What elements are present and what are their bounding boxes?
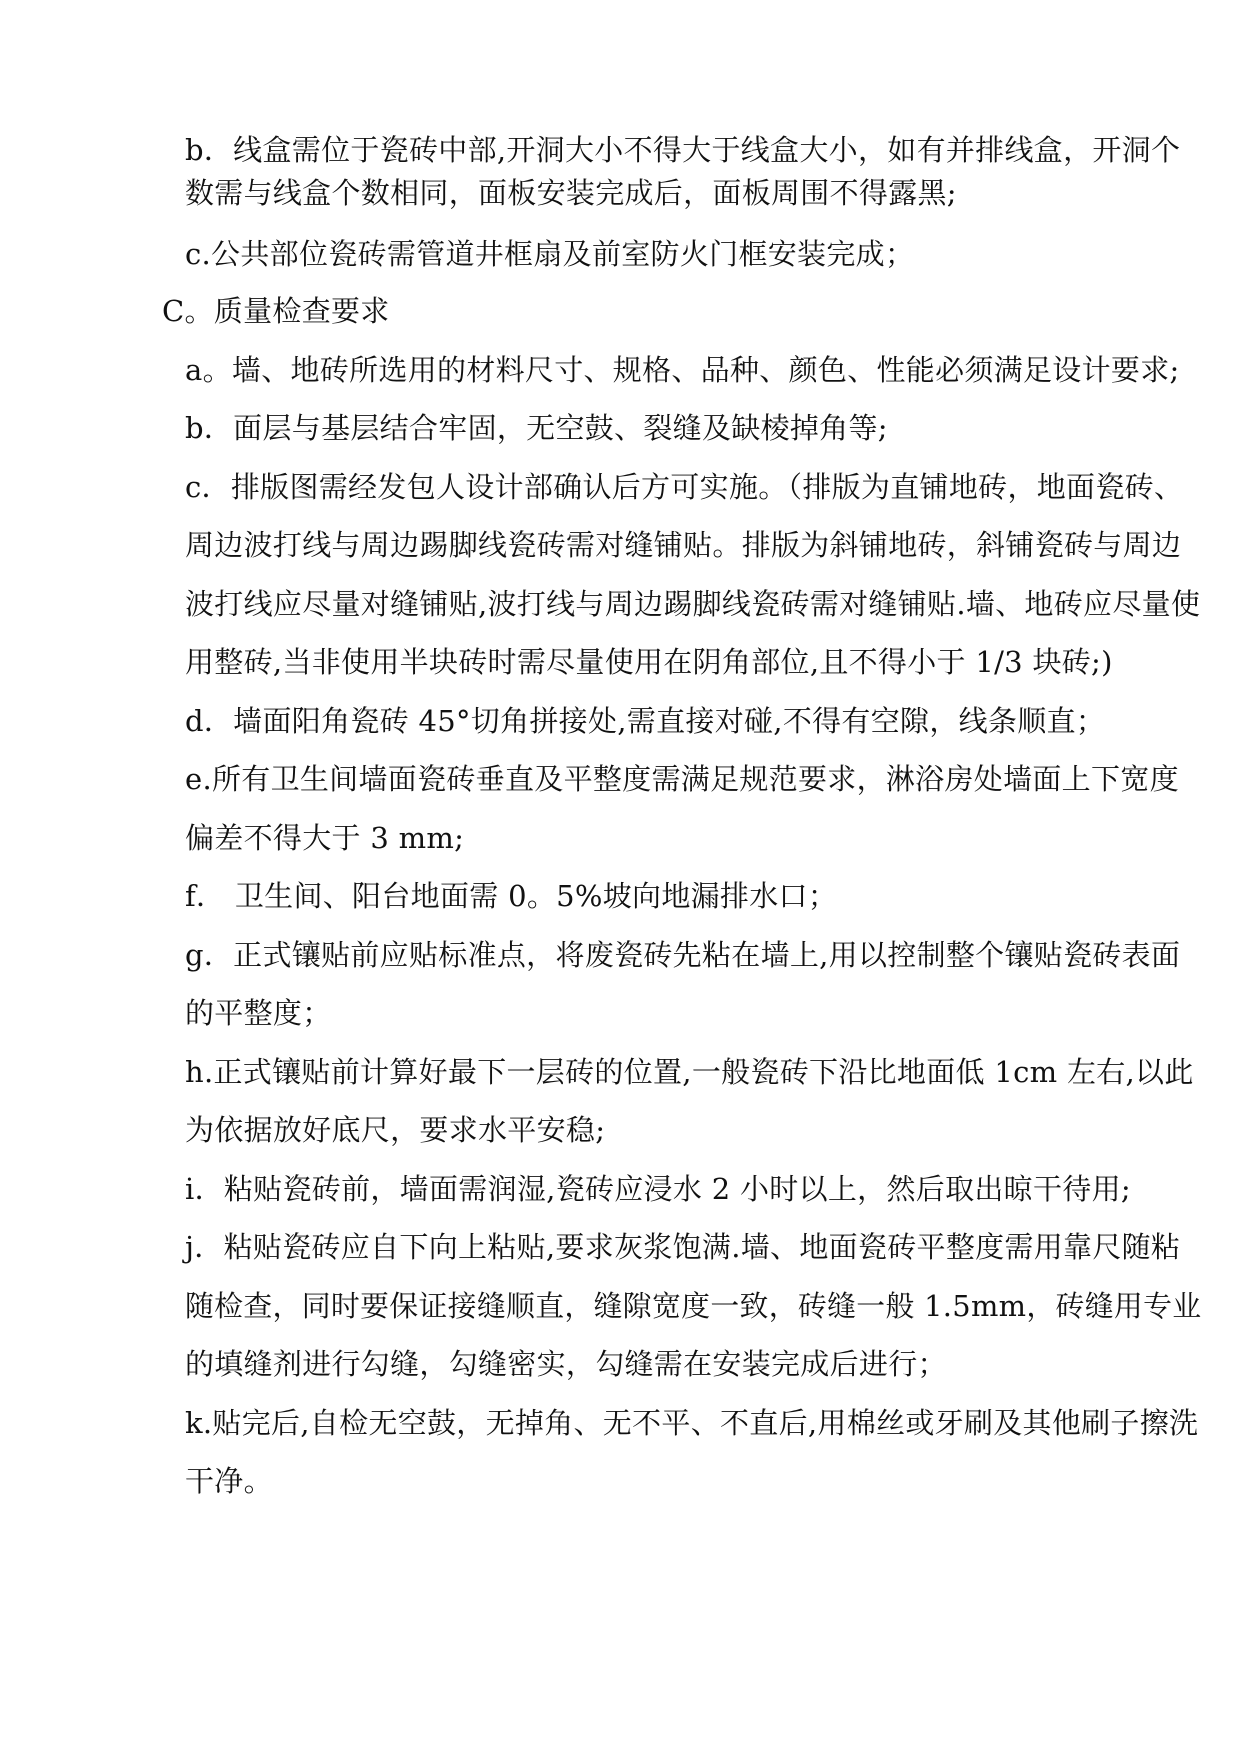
text-line: k.贴完后,自检无空鼓，无掉角、无不平、不直后,用棉丝或牙刷及其他刷子擦洗	[185, 1406, 1199, 1440]
text-line: j．粘贴瓷砖应自下向上粘贴,要求灰浆饱满.墙、地面瓷砖平整度需用靠尺随粘	[185, 1230, 1181, 1264]
text-line: b．面层与基层结合牢固，无空鼓、裂缝及缺棱掉角等;	[185, 411, 888, 445]
text-line: 波打线应尽量对缝铺贴,波打线与周边踢脚线瓷砖需对缝铺贴.墙、地砖应尽量使	[185, 587, 1201, 621]
text-line: f． 卫生间、阳台地面需 0。5%坡向地漏排水口；	[185, 879, 838, 913]
text-line: h.正式镶贴前计算好最下一层砖的位置,一般瓷砖下沿比地面低 1cm 左右,以此	[185, 1055, 1194, 1089]
text-line: 周边波打线与周边踢脚线瓷砖需对缝铺贴。排版为斜铺地砖，斜铺瓷砖与周边	[185, 528, 1182, 562]
text-line: 用整砖,当非使用半块砖时需尽量使用在阴角部位,且不得小于 1/3 块砖;)	[185, 645, 1113, 679]
text-line: d．墙面阳角瓷砖 45°切角拼接处,需直接对碰,不得有空隙，线条顺直；	[185, 704, 1106, 738]
text-line: 随检查，同时要保证接缝顺直，缝隙宽度一致，砖缝一般 1.5mm，砖缝用专业	[185, 1289, 1202, 1323]
text-line: 的填缝剂进行勾缝，勾缝密实，勾缝需在安装完成后进行；	[185, 1347, 947, 1381]
text-line: 为依据放好底尺，要求水平安稳;	[185, 1113, 606, 1147]
text-line: c．排版图需经发包人设计部确认后方可实施。（排版为直铺地砖，地面瓷砖、	[185, 470, 1184, 504]
text-line: 的平整度；	[185, 996, 332, 1030]
text-line: a。墙、地砖所选用的材料尺寸、规格、品种、颜色、性能必须满足设计要求;	[185, 353, 1180, 387]
text-line: b．线盒需位于瓷砖中部,开洞大小不得大于线盒大小，如有并排线盒，开洞个	[185, 133, 1181, 167]
text-line: c.公共部位瓷砖需管道井框扇及前室防火门框安装完成；	[185, 237, 915, 271]
text-line: 干净。	[185, 1464, 273, 1498]
text-line: 偏差不得大于 3 mm;	[185, 821, 465, 855]
text-line: 数需与线盒个数相同，面板安装完成后，面板周围不得露黑;	[185, 176, 957, 210]
text-line: i．粘贴瓷砖前，墙面需润湿,瓷砖应浸水 2 小时以上，然后取出晾干待用;	[185, 1172, 1131, 1206]
text-line: g．正式镶贴前应贴标准点，将废瓷砖先粘在墙上,用以控制整个镶贴瓷砖表面	[185, 938, 1181, 972]
text-line: e.所有卫生间墙面瓷砖垂直及平整度需满足规范要求，淋浴房处墙面上下宽度	[185, 762, 1179, 796]
section-heading: C。质量检查要求	[162, 294, 390, 328]
